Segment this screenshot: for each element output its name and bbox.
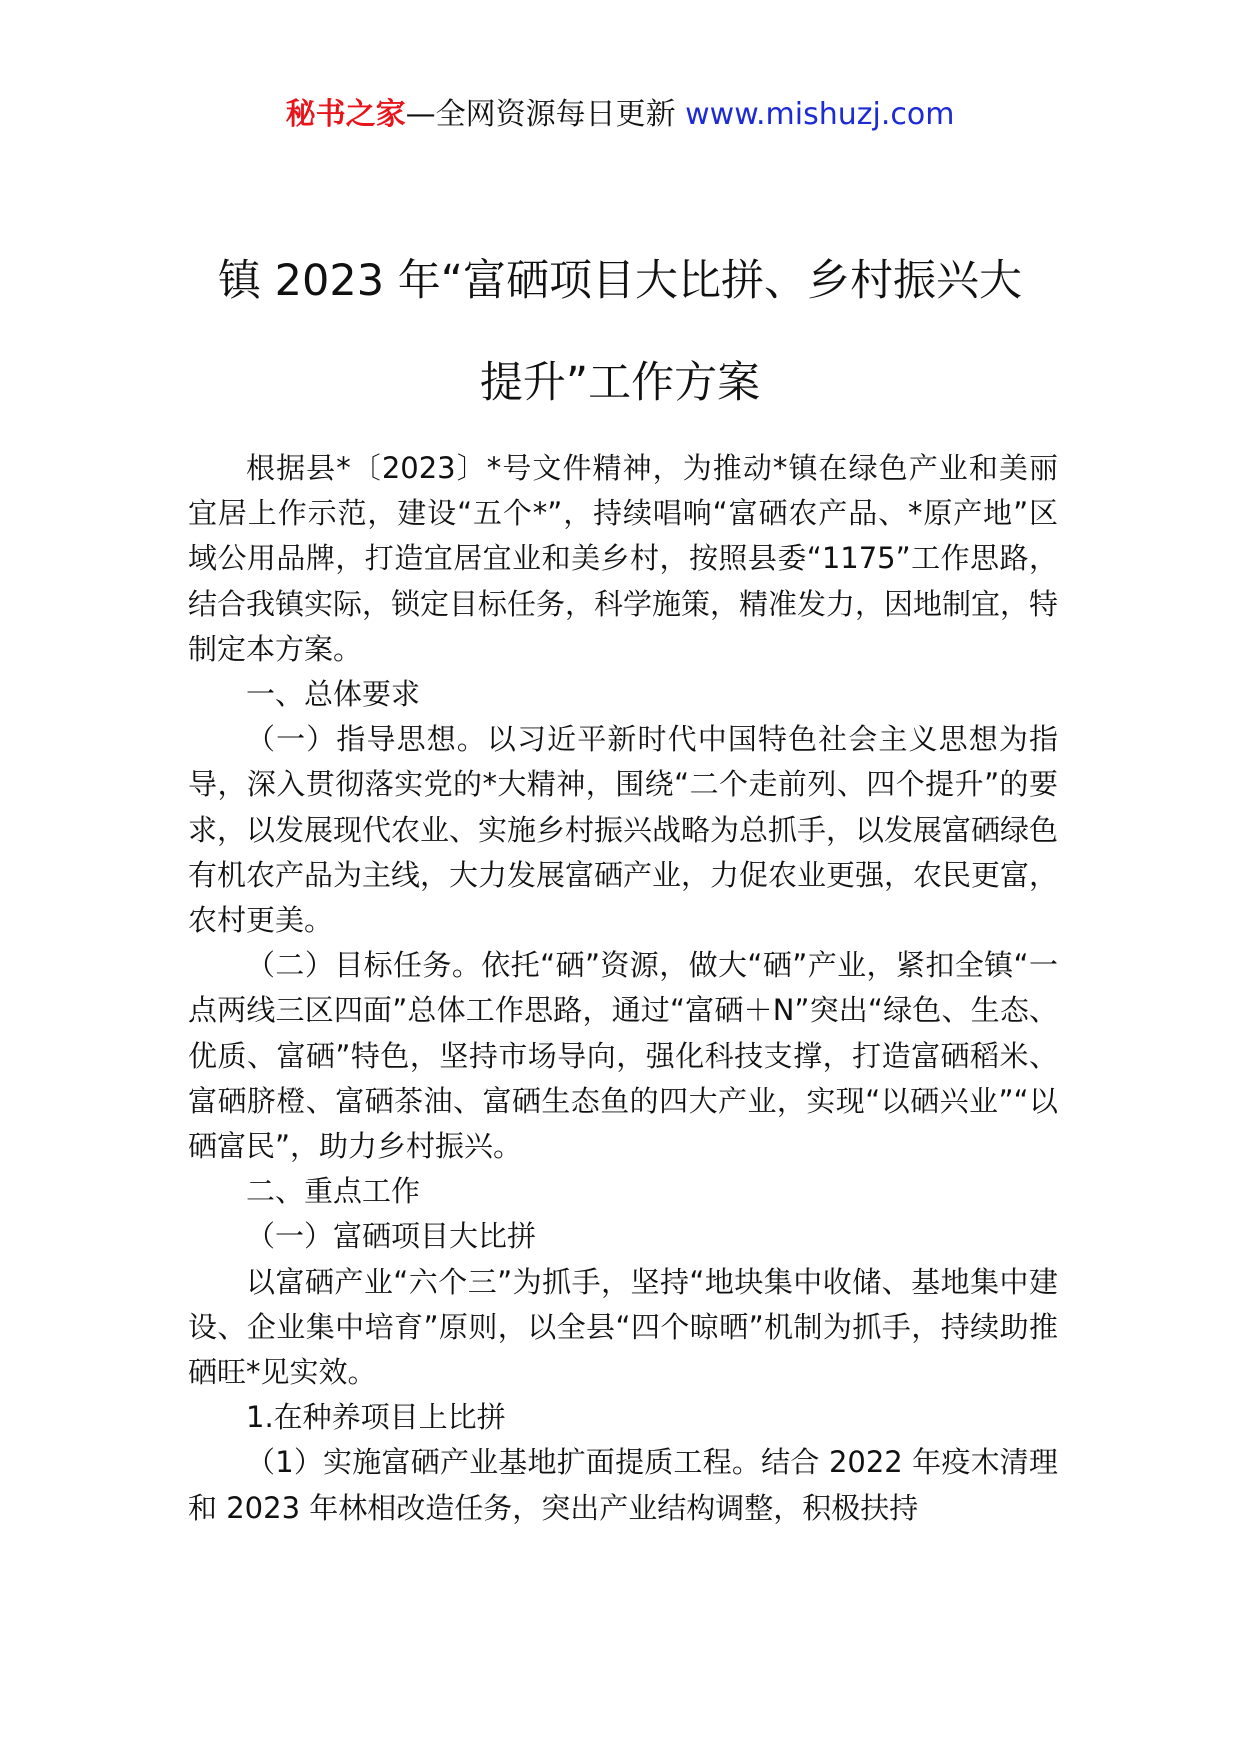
brand-name: 秘书之家 bbox=[285, 97, 406, 132]
subsection-heading-1: （一）富硒项目大比拼 bbox=[246, 1219, 537, 1254]
title-line-2: 提升”工作方案 bbox=[479, 358, 761, 408]
paragraph-guiding-thought: （一）指导思想。以习近平新时代中国特色社会主义思想为指导，深入贯彻落实党的*大精神，围绕“二个走前列、四个提升”的要求，以发展现代农业、实施乡村振兴战略为总抓手，以发展富硒绿色有机农产品为主线，大力发展富硒产业，力促农业更强，农民更富，农村更美。 bbox=[188, 722, 1059, 938]
paragraph-goals: （二）目标任务。依托“硒”资源，做大“硒”产业，紧扣全镇“一点两线三区四面”总体工作思路，通过“富硒＋N”突出“绿色、生态、优质、富硒”特色，坚持市场导向，强化科技支撑，打造富硒稻米、富硒脐橙、富硒茶油、富硒生态鱼的四大产业，实现“以硒兴业”“以硒富民”，助力乡村振兴。 bbox=[188, 948, 1058, 1164]
site-link[interactable]: www.mishuzj.com bbox=[685, 97, 955, 132]
document-title bbox=[150, 230, 1090, 434]
site-header bbox=[0, 95, 1240, 135]
section-heading-2: 二、重点工作 bbox=[246, 1174, 421, 1209]
paragraph-base-expansion: （1）实施富硒产业基地扩面提质工程。结合 2022 年疫木清理和 2023 年林相改造任务，突出产业结构调整，积极扶持 bbox=[188, 1445, 1058, 1525]
document-body bbox=[188, 446, 1058, 1531]
paragraph-intro: 根据县*〔2023〕*号文件精神，为推动*镇在绿色产业和美丽宜居上作示范，建设“五个*”，持续唱响“富硒农产品、*原产地”区域公用品牌，打造宜居宜业和美乡村，按照县委“1175”工作思路，结合我镇实际，锁定目标任务，科学施策，精准发力，因地制宜，特制定本方案。 bbox=[188, 451, 1059, 666]
paragraph-project-competition: 以富硒产业“六个三”为抓手，坚持“地块集中收储、基地集中建设、企业集中培育”原则，以全县“四个晾晒”机制为抓手，持续助推硒旺*见实效。 bbox=[188, 1264, 1058, 1390]
title-line-1: 镇 2023 年“富硒项目大比拼、乡村振兴大 bbox=[217, 256, 1023, 306]
section-heading-1: 一、总体要求 bbox=[246, 677, 421, 712]
item-heading-1: 1.在种养项目上比拼 bbox=[246, 1400, 506, 1435]
header-tagline: —全网资源每日更新 bbox=[405, 97, 676, 132]
